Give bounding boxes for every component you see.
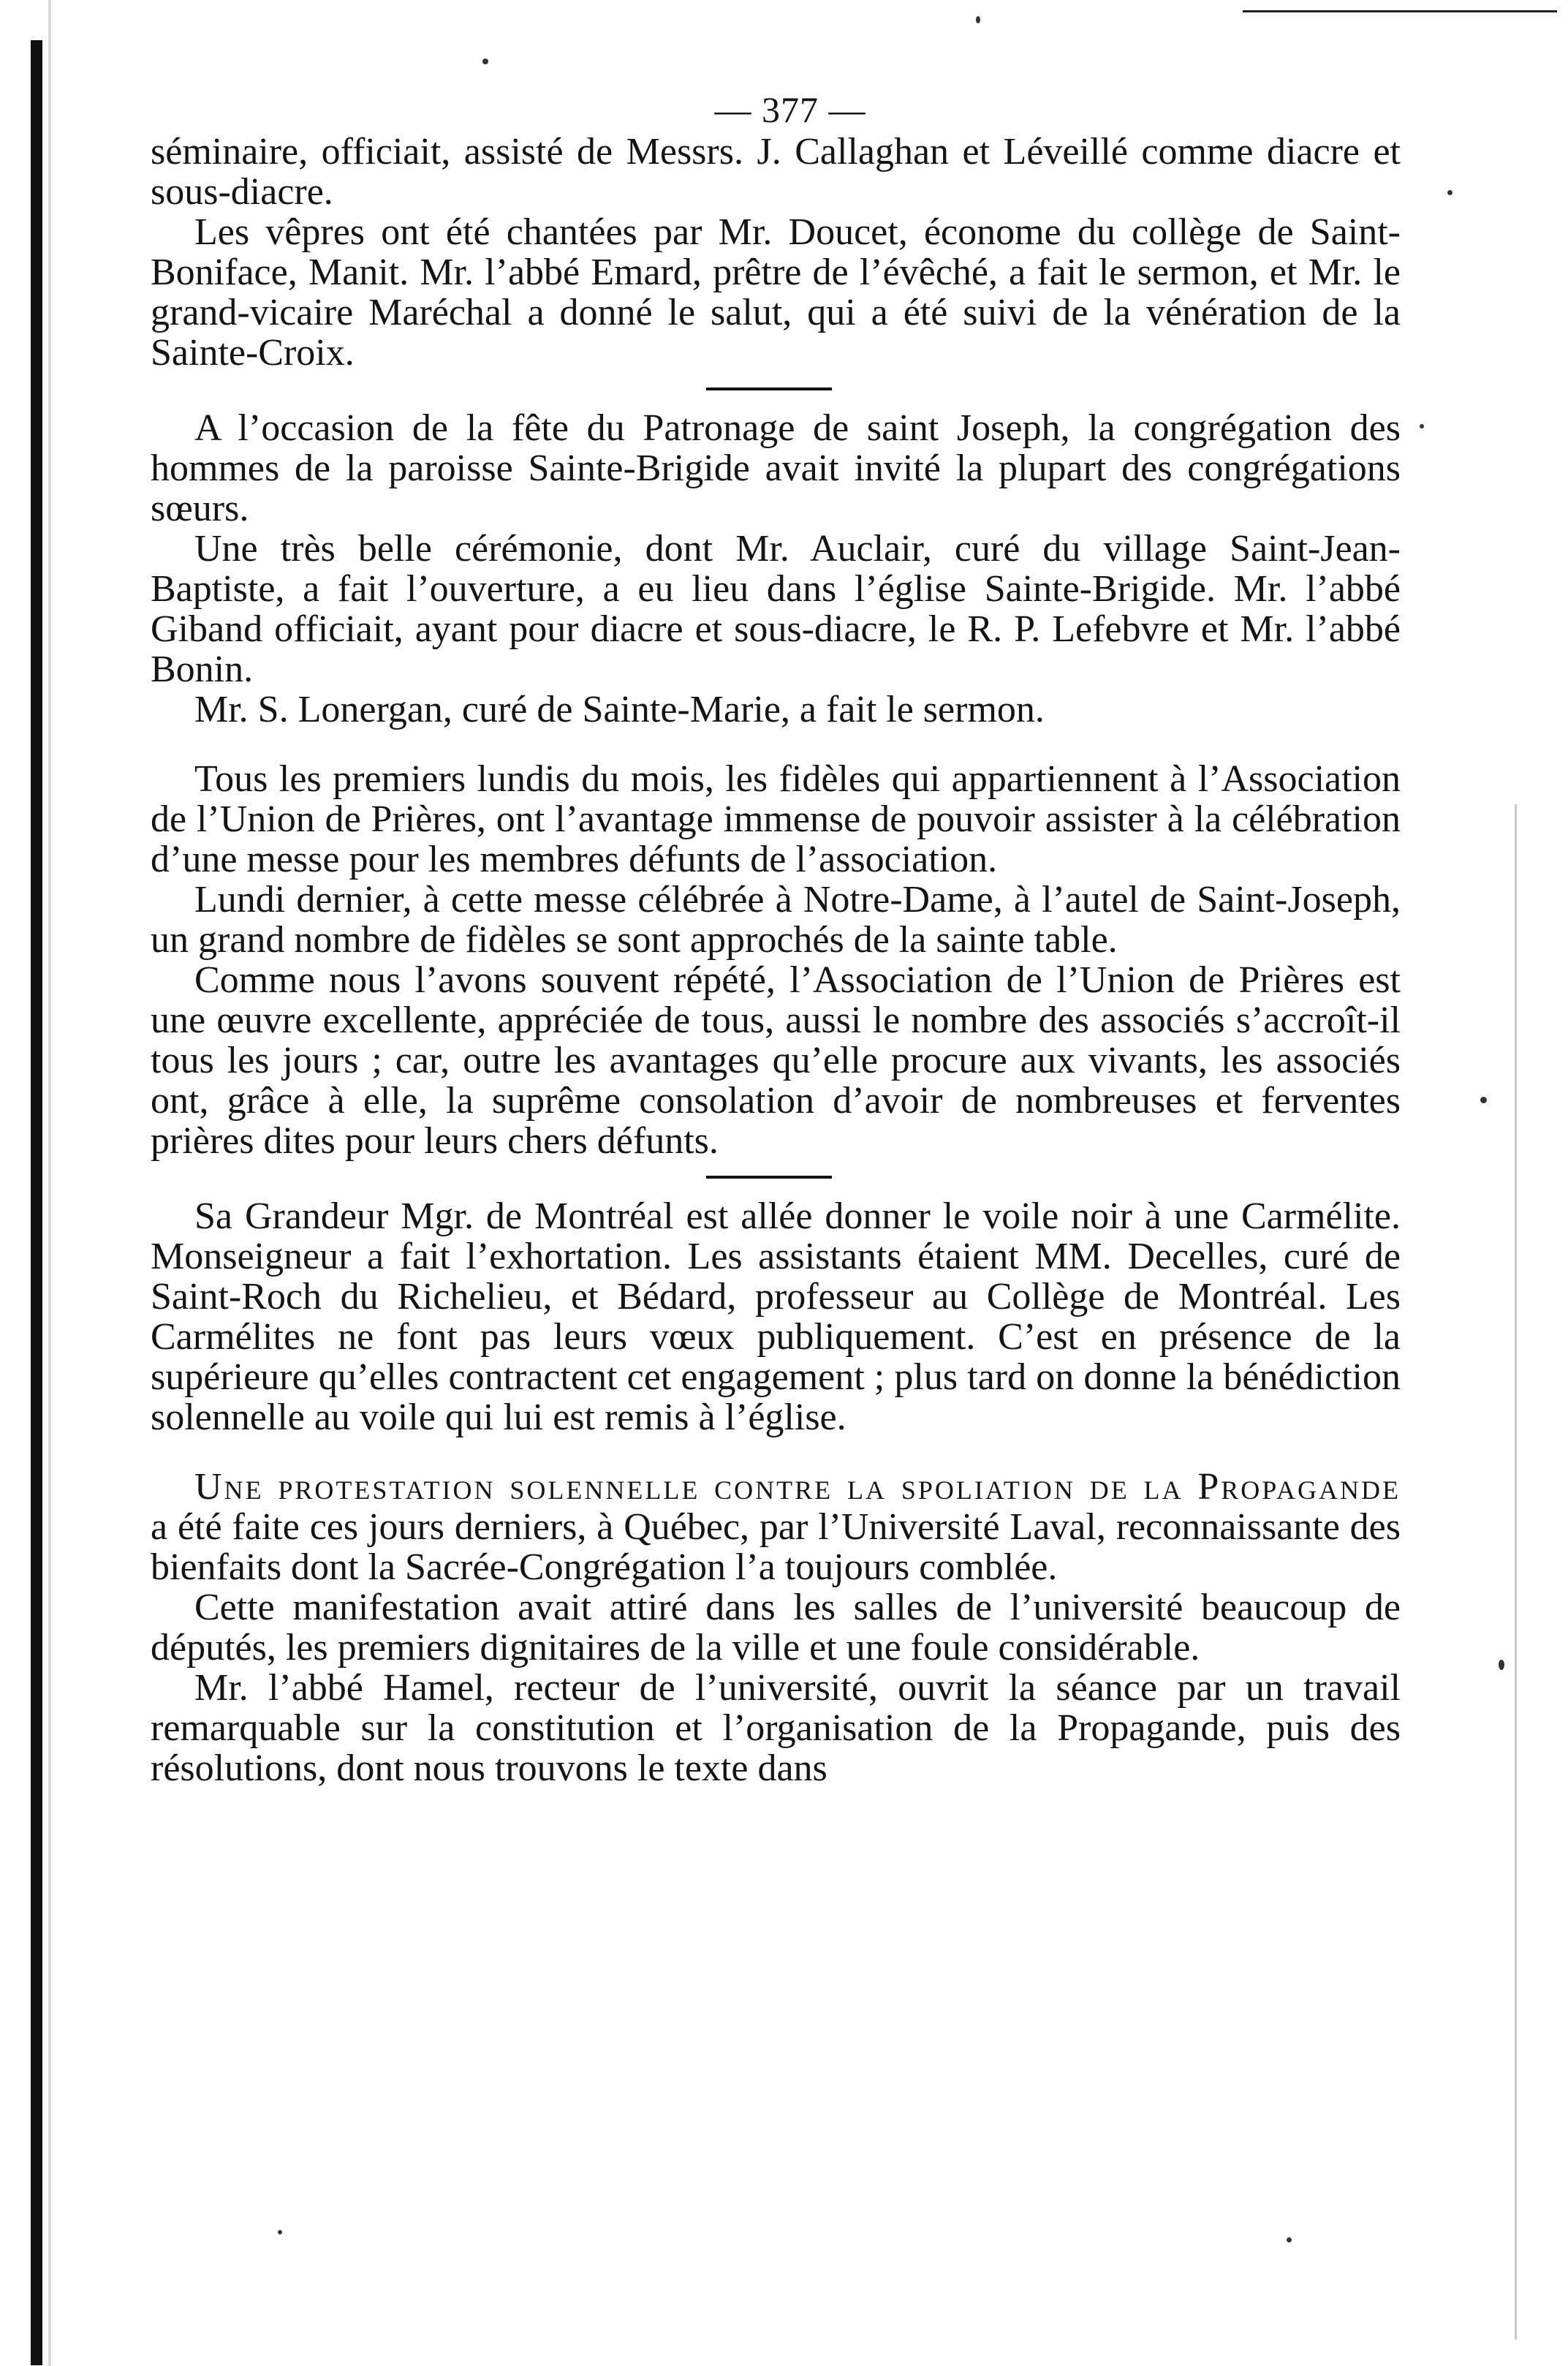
article-paragraph: Cette manifestation avait attiré dans les salles de l’université beaucoup de députés, les premiers dignitaires de la ville et une foule considérable. xyxy=(151,1587,1401,1668)
page-number: — 377 — xyxy=(714,89,866,130)
article-paragraph: A l’occasion de la fête du Patronage de saint Joseph, la congrégation des hommes de la paroisse Sainte-Brigide avait invité la plupart des congrégations sœurs. xyxy=(151,407,1401,529)
article-block-1 xyxy=(151,132,1401,373)
article-block-2 xyxy=(151,408,1401,730)
article-block-3 xyxy=(151,759,1401,1161)
scan-speck xyxy=(278,2230,282,2234)
article-paragraph: Une très belle cérémonie, dont Mr. Auclair, curé du village Saint-Jean-Baptiste, a fait l’ouverture, a eu lieu dans l’église Sainte-Brigide. Mr. l’abbé Giband officiait, ayant pour diacre et sous-diacre, le R. P. Lefebvre et Mr. l’abbé Bonin. xyxy=(151,528,1401,690)
section-gap xyxy=(151,1437,1401,1467)
section-separator xyxy=(706,1176,832,1179)
scan-speck xyxy=(1287,2237,1292,2242)
article-paragraph: Les vêpres ont été chantées par Mr. Doucet, économe du collège de Saint-Boniface, Manit. Mr. l’abbé Emard, prêtre de l’évêché, a fait le sermon, et Mr. le grand-vicaire Maréchal a donné le salut, qui a été suivi de la vénération de la Sainte-Croix. xyxy=(151,211,1401,374)
article-paragraph: séminaire, officiait, assisté de Messrs. J. Callaghan et Léveillé comme diacre et sous-diacre. xyxy=(151,131,1401,213)
article-page xyxy=(151,88,1401,1788)
section-separator xyxy=(706,388,832,390)
scan-speck xyxy=(1447,190,1453,195)
scan-top-rule xyxy=(1243,10,1557,12)
section-gap xyxy=(151,730,1401,759)
page-right-edge xyxy=(1515,804,1517,2340)
article-block-4 xyxy=(151,1196,1401,1437)
scan-speck xyxy=(1420,424,1424,428)
scan-speck xyxy=(1480,1097,1487,1103)
book-binding-shadow xyxy=(31,40,42,2365)
page-gutter-edge xyxy=(48,0,51,2366)
lead-continuation: a été faite ces jours derniers, à Québec, par l’Université Laval, reconnaissante des bienfaits dont la Sacrée-Congrégation l’a toujours comblée. xyxy=(151,1506,1401,1588)
scan-speck xyxy=(482,58,488,64)
article-block-5 xyxy=(151,1467,1401,1788)
lead-small-caps: Une protestation solennelle contre la spoliation de la Propagande xyxy=(194,1466,1401,1508)
scan-speck xyxy=(976,16,980,23)
article-paragraph: Mr. S. Lonergan, curé de Sainte-Marie, a fait le sermon. xyxy=(194,689,1045,730)
article-paragraph: Comme nous l’avons souvent répété, l’Association de l’Union de Prières est une œuvre excellente, appréciée de tous, aussi le nombre des associés s’accroît-il tous les jours ; car, outre les avantages qu’elle procure aux vivants, les associés ont, grâce à elle, la suprême consolation d’avoir de nombreuses et ferventes prières dites pour leurs chers défunts. xyxy=(151,959,1401,1162)
article-paragraph: Tous les premiers lundis du mois, les fidèles qui appartiennent à l’Association de l’Union de Prières, ont l’avantage immense de pouvoir assister à la célébration d’une messe pour les membres défunts de l’association. xyxy=(151,758,1401,880)
article-paragraph xyxy=(151,1467,1401,1587)
article-paragraph: Mr. l’abbé Hamel, recteur de l’université, ouvrit la séance par un travail remarquable sur la constitution et l’organisation de la Propagande, puis des résolutions, dont nous trouvons le texte dans xyxy=(151,1667,1401,1789)
article-paragraph: Lundi dernier, à cette messe célébrée à Notre-Dame, à l’autel de Saint-Joseph, un grand nombre de fidèles se sont approchés de la sainte table. xyxy=(151,879,1401,961)
article-paragraph: Sa Grandeur Mgr. de Montréal est allée donner le voile noir à une Carmélite. Monseigneur a fait l’exhortation. Les assistants étaient MM. Decelles, curé de Saint-Roch du Richelieu, et Bédard, professeur au Collège de Montréal. Les Carmélites ne font pas leurs vœux publiquement. C’est en présence de la supérieure qu’elles contractent cet engagement ; plus tard on donne la bénédiction solennelle au voile qui lui est remis à l’église. xyxy=(151,1195,1401,1438)
scan-speck xyxy=(1499,1660,1504,1670)
